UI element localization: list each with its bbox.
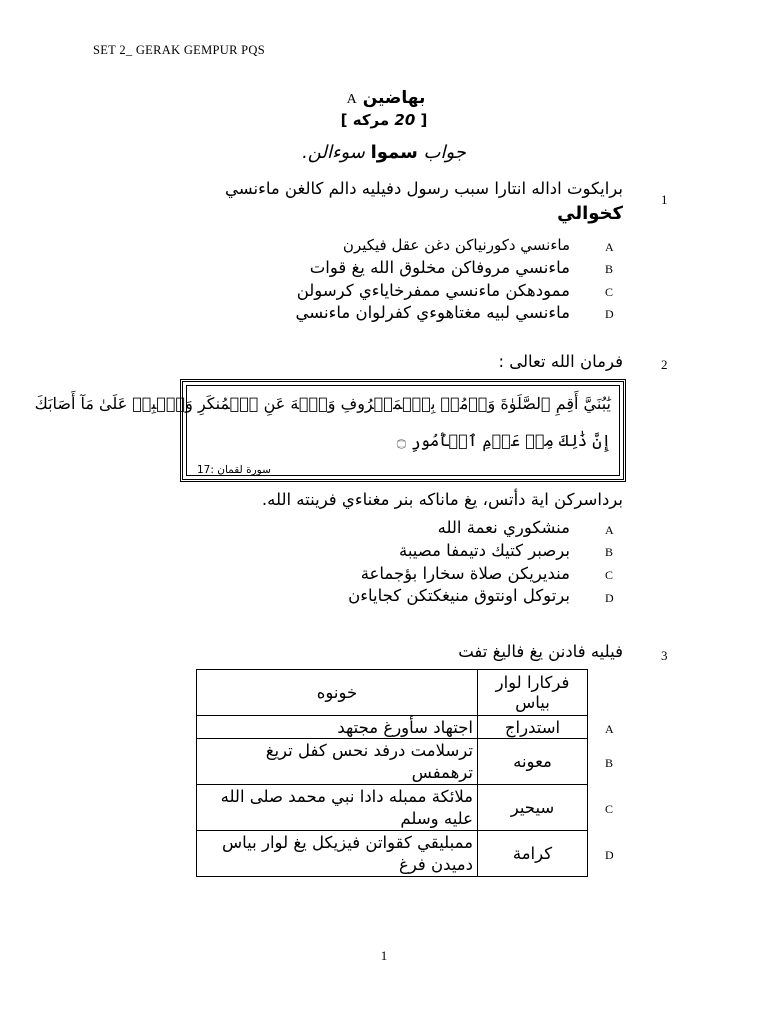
question-1-line1: برايكوت اداله انتارا سبب رسول دفيليه دالم كالغن ماءنسي (225, 179, 623, 198)
instruction-bold: سموا (370, 142, 418, 163)
table-row (197, 831, 588, 877)
q2-option-c-letter: C (605, 568, 614, 582)
table-row (197, 785, 588, 831)
marks-word: مركه (352, 111, 390, 129)
table-row-a-example: اجتهاد سأورغ مجتهد (197, 716, 478, 739)
quran-verse-line2: إِنَّ ذَٰلِكَ مِنۡ عَزۡمِ ٱلۡأُمُورِ ۝ (396, 431, 611, 450)
question-3-number: 3 (661, 648, 668, 663)
set-header: SET 2_ GERAK GEMPUR PQS (93, 43, 265, 57)
section-marks (0, 111, 768, 129)
q1-option-c-text: ممودهكن ماءنسي ممفرخاياءي كرسولن (296, 281, 570, 300)
question-1-number: 1 (661, 192, 668, 207)
marks-bracket-close: ] (340, 111, 348, 129)
instruction-pre: جواب (423, 142, 466, 163)
page-number: 1 (380, 948, 388, 963)
table-row-c-term: سيحير (478, 785, 588, 831)
question-3-table (196, 669, 588, 877)
q1-option-a-letter: A (605, 240, 614, 254)
instruction-post: سوءالن. (302, 142, 365, 163)
q3-option-b-letter: B (605, 756, 614, 770)
question-2-intro: فرمان الله تعالى : (498, 352, 623, 371)
table-row-b-example: ترسلامت درفد نحس كفل تريغ ترهمفس (197, 739, 478, 785)
table-row (197, 739, 588, 785)
q3-option-a-letter: A (605, 722, 614, 736)
q2-option-d-text: برتوكل اونتوق منيغكتكن كجاياءن (348, 586, 570, 605)
q2-option-c-text: منديريكن صلاة سخارا بؤجماعة (360, 564, 570, 583)
quran-verse-box (34, 379, 626, 482)
q1-option-b-text: ماءنسي مروفاكن مخلوق الله يغ قوات (309, 258, 570, 277)
q1-option-c-letter: C (605, 285, 614, 299)
instruction (0, 142, 768, 163)
q1-option-d-text: ماءنسي لبيه مغتاهوءي كفرلوان ماءنسي (295, 303, 570, 322)
question-1-text (143, 176, 623, 226)
q1-option-a-text: ماءنسي دكورنياكن دغن عقل فيكيرن (342, 236, 570, 254)
table-header-term: فركارا لوار بياس (478, 670, 588, 716)
question-2-number: 2 (661, 357, 668, 372)
q1-option-b-letter: B (605, 262, 614, 276)
quran-verse-reference: سورة لقمان :17 (197, 464, 271, 476)
q3-option-d-letter: D (605, 848, 614, 862)
marks-bracket-open: [ (420, 111, 428, 129)
question-1-line2: كخوالي (557, 203, 623, 224)
question-3-text: فيليه فادنن يغ فاليغ تفت (458, 642, 623, 661)
table-row-a-term: استدراج (478, 716, 588, 739)
q2-option-a-letter: A (605, 523, 614, 537)
quran-verse-frame (34, 385, 620, 476)
q2-option-a-text: منشكوري نعمة الله (437, 518, 570, 537)
table-row-b-term: معونه (478, 739, 588, 785)
section-title-text: بهاضين (362, 88, 426, 108)
q2-option-b-text: برصبر كتيك دتيمفا مصيبة (398, 541, 570, 560)
quran-verse-line1: يَٰبُنَيَّ أَقِمِ ٱلصَّلَوٰةَ وَأۡمُرۡ بِٱلۡمَعۡرُوفِ وَٱنۡهَ عَنِ ٱلۡمُنكَرِ وَٱصۡبِرۡ عَلَىٰ مَآ أَصَابَكَ (34, 394, 611, 413)
table-row-d-example: ممبليقي كقواتن فيزيكل يغ لوار بياس دميدن فرغ (197, 831, 478, 877)
table-row-d-term: كرامة (478, 831, 588, 877)
section-title (0, 88, 768, 108)
table-header-row (197, 670, 588, 716)
q2-option-d-letter: D (605, 591, 614, 605)
q1-option-d-letter: D (605, 307, 614, 321)
q2-option-b-letter: B (605, 545, 614, 559)
table-header-example: خونوه (197, 670, 478, 716)
table-row-c-example: ملائكة ممبله دادا نبي محمد صلى الله عليه وسلم (197, 785, 478, 831)
q3-option-c-letter: C (605, 802, 614, 816)
section-letter: A (346, 92, 357, 107)
question-2-text: برداسركن اية دأتس، يغ ماناكه بنر مغناءي فرينته الله. (261, 490, 623, 509)
table-row (197, 716, 588, 739)
marks-number: 20 (394, 111, 416, 129)
